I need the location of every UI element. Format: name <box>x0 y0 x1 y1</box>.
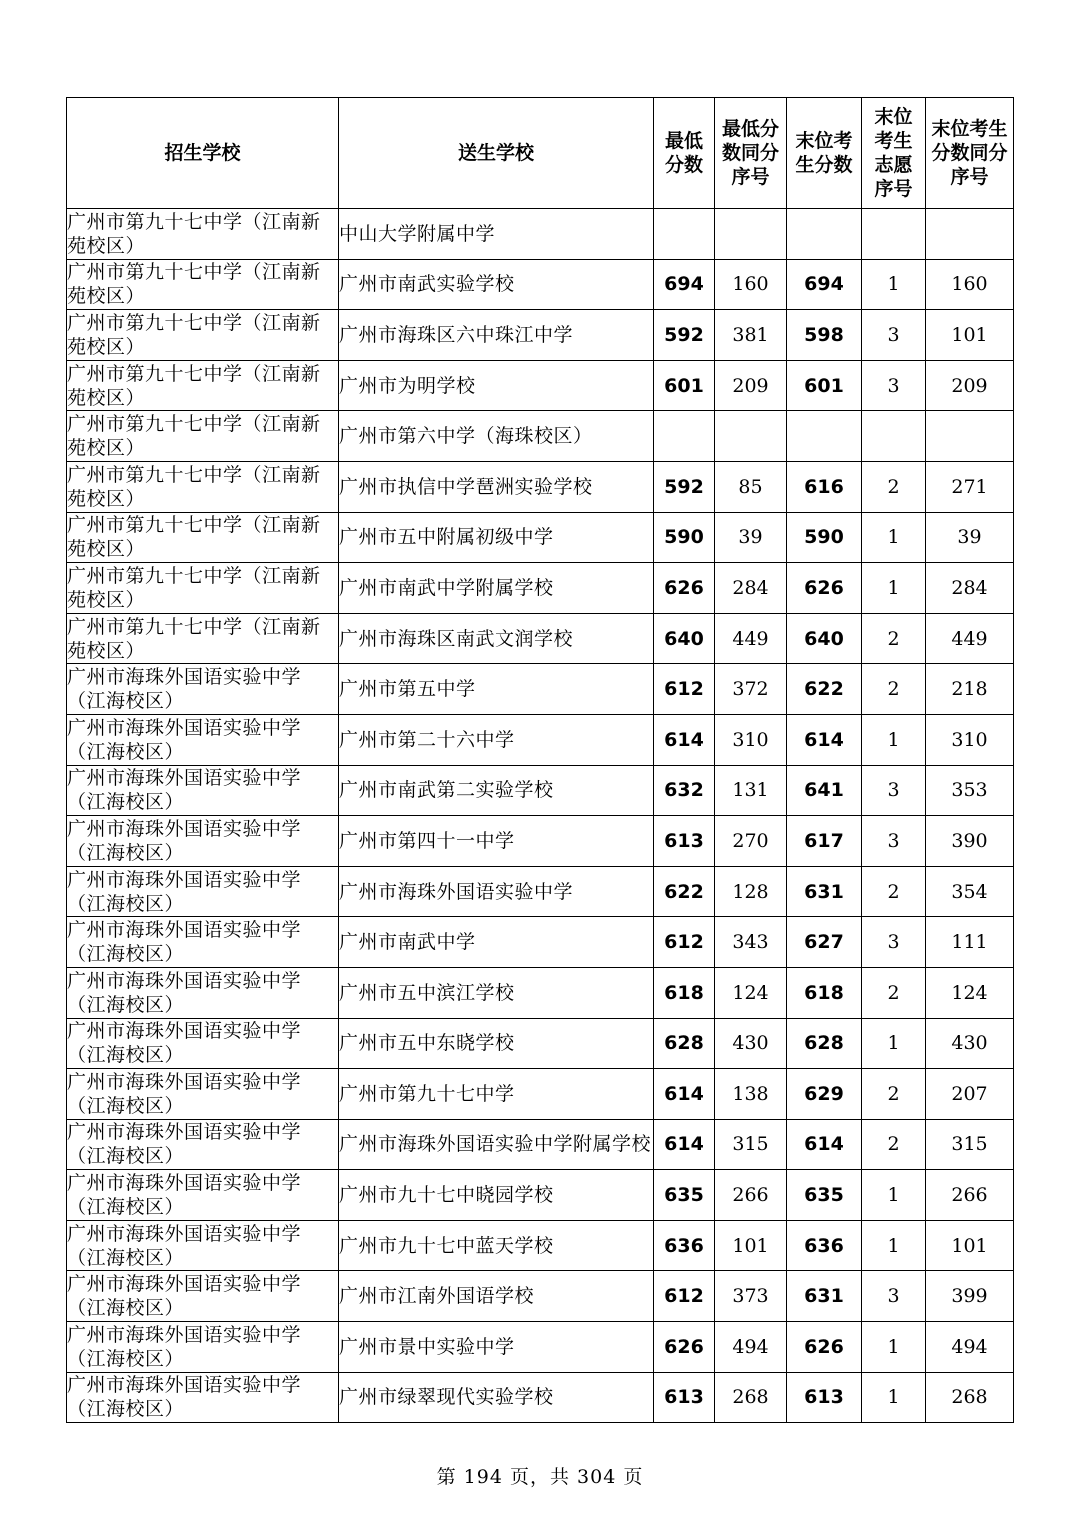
header-send-school: 送生学校 <box>339 98 654 209</box>
cell-send-school: 广州市绿翠现代实验学校 <box>339 1372 654 1423</box>
cell-min-score-rank: 124 <box>715 967 787 1018</box>
cell-last-choice: 2 <box>862 664 926 715</box>
cell-last-score: 635 <box>787 1170 862 1221</box>
cell-recv-school: 广州市海珠外国语实验中学（江海校区） <box>67 816 339 867</box>
cell-min-score: 622 <box>654 866 715 917</box>
cell-last-score: 626 <box>787 563 862 614</box>
cell-last-choice: 2 <box>862 967 926 1018</box>
cell-last-choice: 1 <box>862 563 926 614</box>
table-row <box>67 563 1014 614</box>
cell-send-school: 广州市南武中学 <box>339 917 654 968</box>
cell-last-choice: 1 <box>862 714 926 765</box>
cell-min-score: 626 <box>654 563 715 614</box>
cell-send-school: 广州市第四十一中学 <box>339 816 654 867</box>
cell-recv-school: 广州市海珠外国语实验中学（江海校区） <box>67 1119 339 1170</box>
cell-send-school: 广州市南武实验学校 <box>339 259 654 310</box>
cell-last-rank: 399 <box>926 1271 1014 1322</box>
cell-min-score: 613 <box>654 1372 715 1423</box>
cell-last-score: 629 <box>787 1069 862 1120</box>
cell-last-score: 614 <box>787 1119 862 1170</box>
cell-last-choice: 3 <box>862 816 926 867</box>
cell-min-score: 613 <box>654 816 715 867</box>
table-row <box>67 917 1014 968</box>
cell-send-school: 广州市九十七中晓园学校 <box>339 1170 654 1221</box>
cell-min-score-rank: 315 <box>715 1119 787 1170</box>
cell-recv-school: 广州市海珠外国语实验中学（江海校区） <box>67 1069 339 1120</box>
cell-min-score-rank: 101 <box>715 1220 787 1271</box>
cell-min-score-rank: 449 <box>715 613 787 664</box>
header-min-score: 最低分数 <box>654 98 715 209</box>
cell-last-score: 694 <box>787 259 862 310</box>
table-row <box>67 259 1014 310</box>
cell-last-choice: 1 <box>862 1170 926 1221</box>
cell-last-choice: 3 <box>862 917 926 968</box>
table-row <box>67 1170 1014 1221</box>
cell-last-choice: 2 <box>862 613 926 664</box>
cell-min-score <box>654 209 715 260</box>
cell-min-score: 635 <box>654 1170 715 1221</box>
cell-min-score-rank: 372 <box>715 664 787 715</box>
cell-recv-school: 广州市第九十七中学（江南新苑校区） <box>67 411 339 462</box>
cell-last-rank: 271 <box>926 461 1014 512</box>
cell-recv-school: 广州市海珠外国语实验中学（江海校区） <box>67 1271 339 1322</box>
cell-min-score <box>654 411 715 462</box>
cell-last-score: 641 <box>787 765 862 816</box>
cell-send-school: 广州市第五中学 <box>339 664 654 715</box>
cell-send-school: 广州市第二十六中学 <box>339 714 654 765</box>
cell-min-score-rank: 160 <box>715 259 787 310</box>
cell-send-school: 广州市第六中学（海珠校区） <box>339 411 654 462</box>
cell-send-school: 广州市海珠区南武文润学校 <box>339 613 654 664</box>
cell-recv-school: 广州市海珠外国语实验中学（江海校区） <box>67 1372 339 1423</box>
cell-min-score-rank: 494 <box>715 1322 787 1373</box>
cell-min-score: 628 <box>654 1018 715 1069</box>
header-last-choice: 末位考生志愿序号 <box>862 98 926 209</box>
cell-min-score: 592 <box>654 461 715 512</box>
cell-last-score: 631 <box>787 1271 862 1322</box>
cell-last-choice: 2 <box>862 461 926 512</box>
table-row <box>67 613 1014 664</box>
cell-last-score: 627 <box>787 917 862 968</box>
cell-recv-school: 广州市第九十七中学（江南新苑校区） <box>67 259 339 310</box>
cell-last-rank: 310 <box>926 714 1014 765</box>
cell-last-choice: 1 <box>862 1372 926 1423</box>
cell-last-rank: 449 <box>926 613 1014 664</box>
table-row <box>67 461 1014 512</box>
cell-last-rank: 124 <box>926 967 1014 1018</box>
cell-last-score: 616 <box>787 461 862 512</box>
cell-last-choice: 1 <box>862 259 926 310</box>
table-row <box>67 765 1014 816</box>
cell-last-choice: 3 <box>862 360 926 411</box>
cell-min-score: 694 <box>654 259 715 310</box>
cell-last-rank: 209 <box>926 360 1014 411</box>
cell-min-score: 614 <box>654 1119 715 1170</box>
cell-last-choice: 3 <box>862 310 926 361</box>
cell-min-score-rank: 268 <box>715 1372 787 1423</box>
cell-send-school: 广州市海珠区六中珠江中学 <box>339 310 654 361</box>
cell-last-rank: 111 <box>926 917 1014 968</box>
cell-last-choice: 2 <box>862 1119 926 1170</box>
cell-last-score: 614 <box>787 714 862 765</box>
cell-last-rank: 390 <box>926 816 1014 867</box>
table-row <box>67 512 1014 563</box>
cell-last-choice <box>862 411 926 462</box>
table-row <box>67 714 1014 765</box>
cell-last-choice: 3 <box>862 1271 926 1322</box>
admission-score-table <box>66 97 1014 1423</box>
cell-recv-school: 广州市海珠外国语实验中学（江海校区） <box>67 1322 339 1373</box>
cell-min-score: 640 <box>654 613 715 664</box>
cell-last-choice: 2 <box>862 866 926 917</box>
table-row <box>67 664 1014 715</box>
cell-send-school: 广州市五中滨江学校 <box>339 967 654 1018</box>
cell-send-school: 广州市江南外国语学校 <box>339 1271 654 1322</box>
cell-min-score-rank: 373 <box>715 1271 787 1322</box>
cell-last-score: 640 <box>787 613 862 664</box>
cell-last-rank: 207 <box>926 1069 1014 1120</box>
cell-min-score-rank: 284 <box>715 563 787 614</box>
table-row <box>67 1271 1014 1322</box>
cell-min-score-rank: 131 <box>715 765 787 816</box>
cell-last-score: 618 <box>787 967 862 1018</box>
cell-last-score: 598 <box>787 310 862 361</box>
cell-last-score <box>787 411 862 462</box>
cell-send-school: 广州市南武中学附属学校 <box>339 563 654 614</box>
cell-last-rank: 284 <box>926 563 1014 614</box>
cell-min-score: 601 <box>654 360 715 411</box>
header-last-rank: 末位考生分数同分序号 <box>926 98 1014 209</box>
cell-last-choice: 1 <box>862 1322 926 1373</box>
cell-min-score-rank <box>715 209 787 260</box>
cell-last-choice: 1 <box>862 1220 926 1271</box>
cell-last-score: 626 <box>787 1322 862 1373</box>
cell-last-rank <box>926 411 1014 462</box>
cell-last-choice: 1 <box>862 512 926 563</box>
cell-min-score-rank: 39 <box>715 512 787 563</box>
table-row <box>67 1018 1014 1069</box>
cell-min-score: 618 <box>654 967 715 1018</box>
cell-recv-school: 广州市海珠外国语实验中学（江海校区） <box>67 765 339 816</box>
cell-last-rank: 218 <box>926 664 1014 715</box>
cell-min-score-rank: 270 <box>715 816 787 867</box>
cell-send-school: 广州市第九十七中学 <box>339 1069 654 1120</box>
cell-min-score-rank: 266 <box>715 1170 787 1221</box>
cell-send-school: 广州市九十七中蓝天学校 <box>339 1220 654 1271</box>
table-row <box>67 1372 1014 1423</box>
cell-recv-school: 广州市海珠外国语实验中学（江海校区） <box>67 967 339 1018</box>
cell-last-rank: 101 <box>926 310 1014 361</box>
cell-min-score: 592 <box>654 310 715 361</box>
header-last-score: 末位考生分数 <box>787 98 862 209</box>
cell-min-score-rank: 138 <box>715 1069 787 1120</box>
cell-recv-school: 广州市第九十七中学（江南新苑校区） <box>67 563 339 614</box>
cell-last-choice <box>862 209 926 260</box>
cell-last-rank: 101 <box>926 1220 1014 1271</box>
table-body <box>67 209 1014 1423</box>
cell-recv-school: 广州市第九十七中学（江南新苑校区） <box>67 613 339 664</box>
cell-last-score <box>787 209 862 260</box>
table-row <box>67 1220 1014 1271</box>
cell-send-school: 广州市五中东晓学校 <box>339 1018 654 1069</box>
cell-send-school: 广州市为明学校 <box>339 360 654 411</box>
cell-last-choice: 1 <box>862 1018 926 1069</box>
cell-recv-school: 广州市海珠外国语实验中学（江海校区） <box>67 1170 339 1221</box>
cell-recv-school: 广州市海珠外国语实验中学（江海校区） <box>67 1018 339 1069</box>
cell-min-score-rank: 310 <box>715 714 787 765</box>
cell-last-score: 636 <box>787 1220 862 1271</box>
cell-last-score: 601 <box>787 360 862 411</box>
cell-last-rank: 430 <box>926 1018 1014 1069</box>
cell-min-score: 590 <box>654 512 715 563</box>
table-row <box>67 816 1014 867</box>
cell-last-rank: 315 <box>926 1119 1014 1170</box>
cell-send-school: 广州市海珠外国语实验中学附属学校 <box>339 1119 654 1170</box>
cell-send-school: 广州市海珠外国语实验中学 <box>339 866 654 917</box>
cell-min-score-rank: 381 <box>715 310 787 361</box>
cell-min-score: 632 <box>654 765 715 816</box>
cell-last-rank: 268 <box>926 1372 1014 1423</box>
cell-last-score: 590 <box>787 512 862 563</box>
cell-recv-school: 广州市第九十七中学（江南新苑校区） <box>67 209 339 260</box>
cell-last-score: 617 <box>787 816 862 867</box>
table-row <box>67 1119 1014 1170</box>
cell-send-school: 广州市景中实验中学 <box>339 1322 654 1373</box>
cell-recv-school: 广州市海珠外国语实验中学（江海校区） <box>67 714 339 765</box>
cell-min-score-rank: 128 <box>715 866 787 917</box>
header-min-score-rank: 最低分数同分序号 <box>715 98 787 209</box>
table-row <box>67 1322 1014 1373</box>
table-header-row <box>67 98 1014 209</box>
cell-min-score: 636 <box>654 1220 715 1271</box>
cell-recv-school: 广州市第九十七中学（江南新苑校区） <box>67 461 339 512</box>
cell-last-rank: 160 <box>926 259 1014 310</box>
cell-send-school: 广州市南武第二实验学校 <box>339 765 654 816</box>
cell-last-rank: 266 <box>926 1170 1014 1221</box>
cell-recv-school: 广州市海珠外国语实验中学（江海校区） <box>67 866 339 917</box>
cell-last-rank <box>926 209 1014 260</box>
cell-send-school: 广州市执信中学琶洲实验学校 <box>339 461 654 512</box>
cell-last-choice: 2 <box>862 1069 926 1120</box>
cell-recv-school: 广州市海珠外国语实验中学（江海校区） <box>67 917 339 968</box>
cell-recv-school: 广州市第九十七中学（江南新苑校区） <box>67 512 339 563</box>
cell-last-rank: 353 <box>926 765 1014 816</box>
cell-min-score-rank: 209 <box>715 360 787 411</box>
cell-last-choice: 3 <box>862 765 926 816</box>
page-footer: 第 194 页，共 304 页 <box>436 1466 644 1488</box>
table-row <box>67 360 1014 411</box>
cell-last-score: 631 <box>787 866 862 917</box>
cell-recv-school: 广州市海珠外国语实验中学（江海校区） <box>67 664 339 715</box>
table-row <box>67 967 1014 1018</box>
table-row <box>67 310 1014 361</box>
cell-last-rank: 39 <box>926 512 1014 563</box>
table-row <box>67 866 1014 917</box>
cell-min-score: 626 <box>654 1322 715 1373</box>
cell-last-rank: 494 <box>926 1322 1014 1373</box>
cell-send-school: 广州市五中附属初级中学 <box>339 512 654 563</box>
cell-recv-school: 广州市海珠外国语实验中学（江海校区） <box>67 1220 339 1271</box>
table-row <box>67 411 1014 462</box>
header-recv-school: 招生学校 <box>67 98 339 209</box>
cell-min-score: 612 <box>654 1271 715 1322</box>
table-row <box>67 209 1014 260</box>
cell-min-score: 614 <box>654 714 715 765</box>
cell-last-rank: 354 <box>926 866 1014 917</box>
cell-last-score: 628 <box>787 1018 862 1069</box>
cell-recv-school: 广州市第九十七中学（江南新苑校区） <box>67 360 339 411</box>
table-row <box>67 1069 1014 1120</box>
cell-recv-school: 广州市第九十七中学（江南新苑校区） <box>67 310 339 361</box>
cell-min-score: 614 <box>654 1069 715 1120</box>
cell-min-score-rank <box>715 411 787 462</box>
cell-send-school: 中山大学附属中学 <box>339 209 654 260</box>
cell-min-score: 612 <box>654 664 715 715</box>
cell-min-score: 612 <box>654 917 715 968</box>
cell-min-score-rank: 343 <box>715 917 787 968</box>
cell-last-score: 613 <box>787 1372 862 1423</box>
cell-min-score-rank: 85 <box>715 461 787 512</box>
cell-last-score: 622 <box>787 664 862 715</box>
cell-min-score-rank: 430 <box>715 1018 787 1069</box>
